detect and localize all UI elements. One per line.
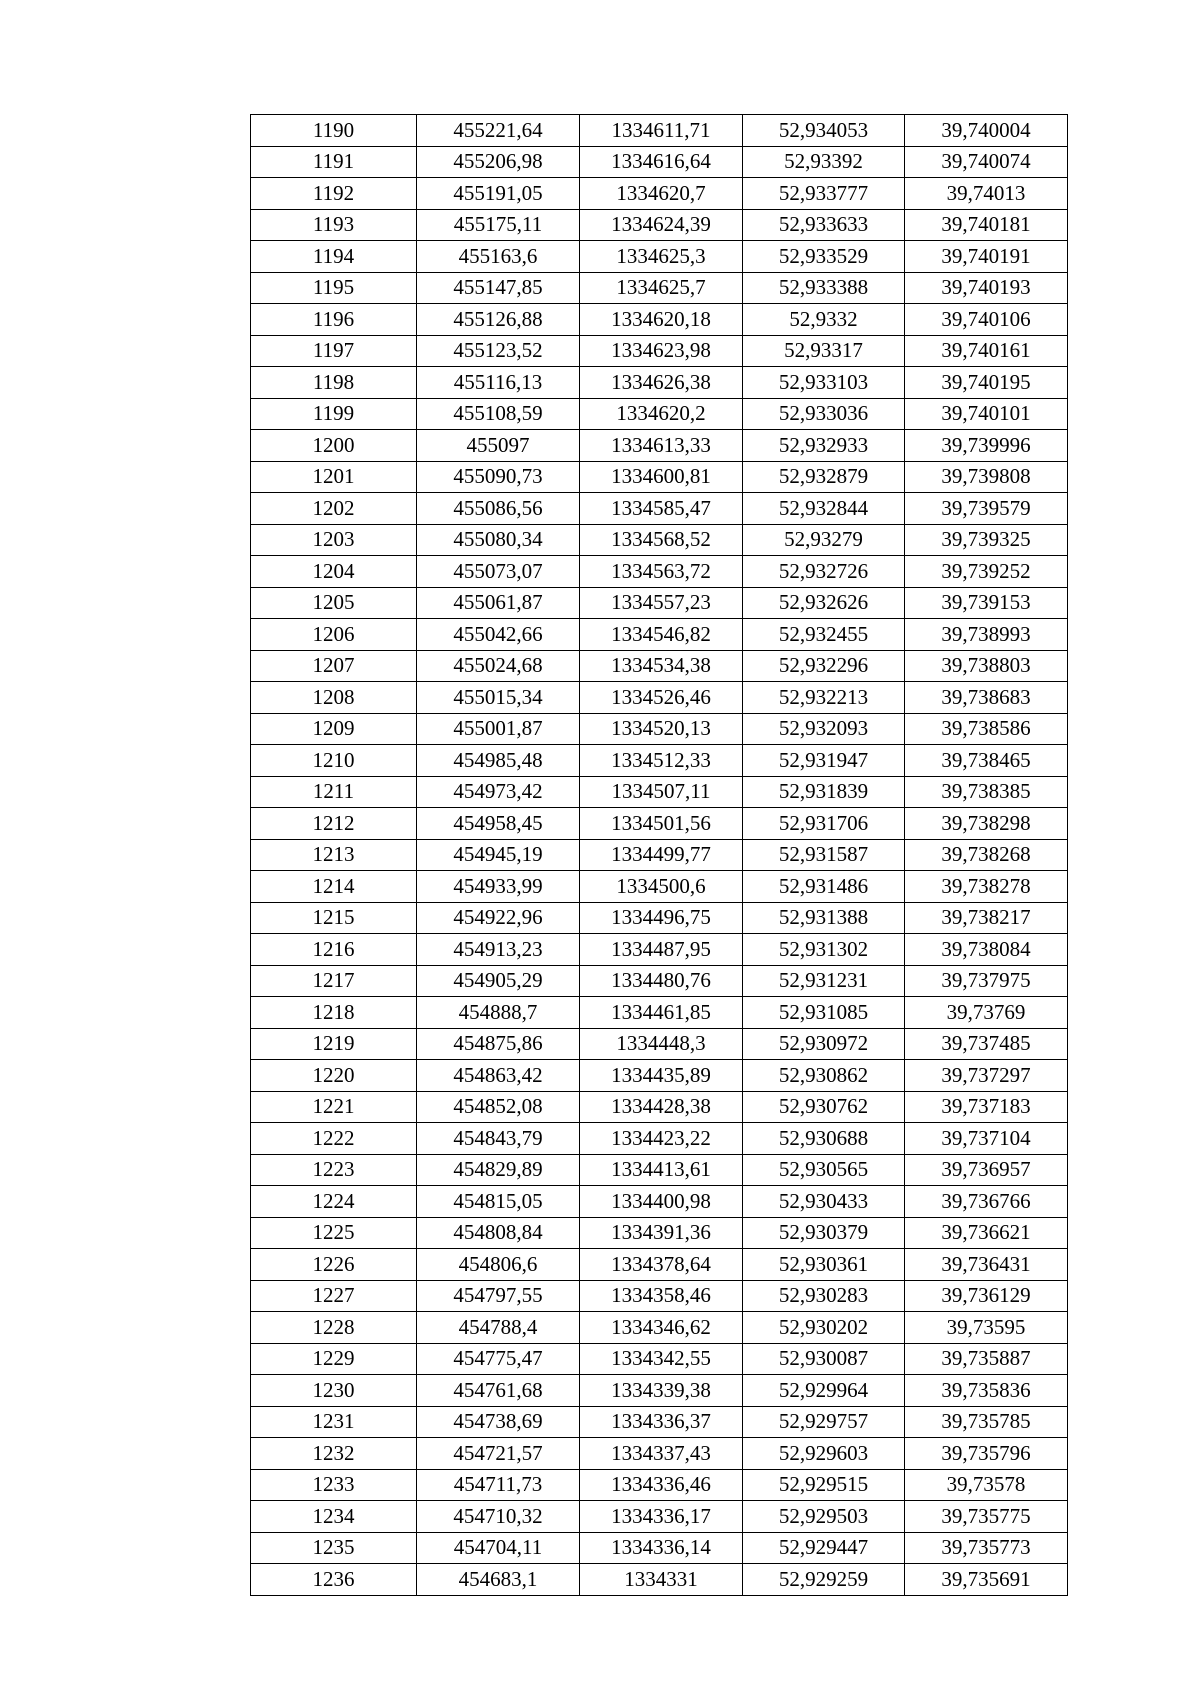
x-coordinate-cell: 455126,88 [417, 304, 580, 336]
y-coordinate-cell: 1334336,14 [580, 1532, 743, 1564]
y-coordinate-cell: 1334423,22 [580, 1123, 743, 1155]
x-coordinate-cell: 454852,08 [417, 1091, 580, 1123]
y-coordinate-cell: 1334600,81 [580, 461, 743, 493]
y-coordinate-cell: 1334428,38 [580, 1091, 743, 1123]
point-number-cell: 1228 [251, 1312, 417, 1344]
x-coordinate-cell: 454922,96 [417, 902, 580, 934]
point-number-cell: 1211 [251, 776, 417, 808]
point-number-cell: 1232 [251, 1438, 417, 1470]
table-row [251, 1060, 1068, 1092]
table-row [251, 556, 1068, 588]
table-row [251, 1343, 1068, 1375]
latitude-cell: 52,930361 [743, 1249, 905, 1281]
x-coordinate-cell: 455073,07 [417, 556, 580, 588]
table-row [251, 934, 1068, 966]
longitude-cell: 39,740004 [905, 115, 1068, 147]
table-row [251, 304, 1068, 336]
latitude-cell: 52,933633 [743, 209, 905, 241]
y-coordinate-cell: 1334480,76 [580, 965, 743, 997]
x-coordinate-cell: 454945,19 [417, 839, 580, 871]
y-coordinate-cell: 1334496,75 [580, 902, 743, 934]
latitude-cell: 52,931231 [743, 965, 905, 997]
longitude-cell: 39,737183 [905, 1091, 1068, 1123]
latitude-cell: 52,929757 [743, 1406, 905, 1438]
longitude-cell: 39,737104 [905, 1123, 1068, 1155]
latitude-cell: 52,930433 [743, 1186, 905, 1218]
latitude-cell: 52,933529 [743, 241, 905, 273]
y-coordinate-cell: 1334378,64 [580, 1249, 743, 1281]
point-number-cell: 1236 [251, 1564, 417, 1596]
x-coordinate-cell: 455042,66 [417, 619, 580, 651]
table-row [251, 1501, 1068, 1533]
point-number-cell: 1215 [251, 902, 417, 934]
x-coordinate-cell: 454710,32 [417, 1501, 580, 1533]
y-coordinate-cell: 1334342,55 [580, 1343, 743, 1375]
longitude-cell: 39,738803 [905, 650, 1068, 682]
longitude-cell: 39,735691 [905, 1564, 1068, 1596]
x-coordinate-cell: 454788,4 [417, 1312, 580, 1344]
latitude-cell: 52,929259 [743, 1564, 905, 1596]
latitude-cell: 52,933388 [743, 272, 905, 304]
latitude-cell: 52,930762 [743, 1091, 905, 1123]
longitude-cell: 39,738217 [905, 902, 1068, 934]
table-row [251, 1123, 1068, 1155]
longitude-cell: 39,740195 [905, 367, 1068, 399]
table-row [251, 682, 1068, 714]
y-coordinate-cell: 1334339,38 [580, 1375, 743, 1407]
longitude-cell: 39,736621 [905, 1217, 1068, 1249]
table-row [251, 776, 1068, 808]
point-number-cell: 1210 [251, 745, 417, 777]
table-row [251, 1280, 1068, 1312]
longitude-cell: 39,740101 [905, 398, 1068, 430]
point-number-cell: 1205 [251, 587, 417, 619]
latitude-cell: 52,931486 [743, 871, 905, 903]
x-coordinate-cell: 454815,05 [417, 1186, 580, 1218]
table-row [251, 430, 1068, 462]
table-row [251, 335, 1068, 367]
x-coordinate-cell: 455163,6 [417, 241, 580, 273]
y-coordinate-cell: 1334331 [580, 1564, 743, 1596]
x-coordinate-cell: 455108,59 [417, 398, 580, 430]
point-number-cell: 1219 [251, 1028, 417, 1060]
point-number-cell: 1223 [251, 1154, 417, 1186]
longitude-cell: 39,740181 [905, 209, 1068, 241]
latitude-cell: 52,930972 [743, 1028, 905, 1060]
longitude-cell: 39,739252 [905, 556, 1068, 588]
table-row [251, 524, 1068, 556]
y-coordinate-cell: 1334563,72 [580, 556, 743, 588]
longitude-cell: 39,736129 [905, 1280, 1068, 1312]
table-row [251, 1406, 1068, 1438]
point-number-cell: 1198 [251, 367, 417, 399]
y-coordinate-cell: 1334534,38 [580, 650, 743, 682]
point-number-cell: 1190 [251, 115, 417, 147]
latitude-cell: 52,929503 [743, 1501, 905, 1533]
x-coordinate-cell: 454905,29 [417, 965, 580, 997]
y-coordinate-cell: 1334611,71 [580, 115, 743, 147]
x-coordinate-cell: 454704,11 [417, 1532, 580, 1564]
longitude-cell: 39,738683 [905, 682, 1068, 714]
point-number-cell: 1196 [251, 304, 417, 336]
longitude-cell: 39,739325 [905, 524, 1068, 556]
x-coordinate-cell: 454775,47 [417, 1343, 580, 1375]
x-coordinate-cell: 455097 [417, 430, 580, 462]
table-row [251, 1312, 1068, 1344]
longitude-cell: 39,737297 [905, 1060, 1068, 1092]
x-coordinate-cell: 455001,87 [417, 713, 580, 745]
y-coordinate-cell: 1334448,3 [580, 1028, 743, 1060]
table-row [251, 902, 1068, 934]
y-coordinate-cell: 1334391,36 [580, 1217, 743, 1249]
latitude-cell: 52,932933 [743, 430, 905, 462]
x-coordinate-cell: 455015,34 [417, 682, 580, 714]
latitude-cell: 52,932626 [743, 587, 905, 619]
x-coordinate-cell: 454958,45 [417, 808, 580, 840]
point-number-cell: 1212 [251, 808, 417, 840]
latitude-cell: 52,93279 [743, 524, 905, 556]
x-coordinate-cell: 455090,73 [417, 461, 580, 493]
latitude-cell: 52,933777 [743, 178, 905, 210]
y-coordinate-cell: 1334557,23 [580, 587, 743, 619]
longitude-cell: 39,740193 [905, 272, 1068, 304]
y-coordinate-cell: 1334585,47 [580, 493, 743, 525]
x-coordinate-cell: 454761,68 [417, 1375, 580, 1407]
point-number-cell: 1218 [251, 997, 417, 1029]
longitude-cell: 39,738993 [905, 619, 1068, 651]
latitude-cell: 52,930688 [743, 1123, 905, 1155]
longitude-cell: 39,735796 [905, 1438, 1068, 1470]
latitude-cell: 52,932455 [743, 619, 905, 651]
longitude-cell: 39,735775 [905, 1501, 1068, 1533]
y-coordinate-cell: 1334512,33 [580, 745, 743, 777]
latitude-cell: 52,931302 [743, 934, 905, 966]
y-coordinate-cell: 1334626,38 [580, 367, 743, 399]
latitude-cell: 52,931839 [743, 776, 905, 808]
table-row [251, 839, 1068, 871]
table-row [251, 209, 1068, 241]
coordinates-table-body [251, 115, 1068, 1596]
latitude-cell: 52,929964 [743, 1375, 905, 1407]
longitude-cell: 39,738586 [905, 713, 1068, 745]
longitude-cell: 39,738298 [905, 808, 1068, 840]
table-row [251, 871, 1068, 903]
latitude-cell: 52,932093 [743, 713, 905, 745]
longitude-cell: 39,740161 [905, 335, 1068, 367]
latitude-cell: 52,930283 [743, 1280, 905, 1312]
longitude-cell: 39,739996 [905, 430, 1068, 462]
latitude-cell: 52,930379 [743, 1217, 905, 1249]
x-coordinate-cell: 454888,7 [417, 997, 580, 1029]
longitude-cell: 39,738385 [905, 776, 1068, 808]
point-number-cell: 1191 [251, 146, 417, 178]
x-coordinate-cell: 454913,23 [417, 934, 580, 966]
x-coordinate-cell: 455191,05 [417, 178, 580, 210]
table-row [251, 1375, 1068, 1407]
x-coordinate-cell: 455116,13 [417, 367, 580, 399]
y-coordinate-cell: 1334400,98 [580, 1186, 743, 1218]
table-row [251, 745, 1068, 777]
table-row [251, 146, 1068, 178]
longitude-cell: 39,739579 [905, 493, 1068, 525]
x-coordinate-cell: 455080,34 [417, 524, 580, 556]
point-number-cell: 1224 [251, 1186, 417, 1218]
point-number-cell: 1225 [251, 1217, 417, 1249]
table-row [251, 1438, 1068, 1470]
table-row [251, 650, 1068, 682]
latitude-cell: 52,930202 [743, 1312, 905, 1344]
x-coordinate-cell: 454875,86 [417, 1028, 580, 1060]
x-coordinate-cell: 455175,11 [417, 209, 580, 241]
point-number-cell: 1221 [251, 1091, 417, 1123]
x-coordinate-cell: 454806,6 [417, 1249, 580, 1281]
latitude-cell: 52,931706 [743, 808, 905, 840]
table-row [251, 808, 1068, 840]
latitude-cell: 52,933036 [743, 398, 905, 430]
x-coordinate-cell: 455206,98 [417, 146, 580, 178]
point-number-cell: 1193 [251, 209, 417, 241]
y-coordinate-cell: 1334500,6 [580, 871, 743, 903]
longitude-cell: 39,735785 [905, 1406, 1068, 1438]
x-coordinate-cell: 454829,89 [417, 1154, 580, 1186]
latitude-cell: 52,932296 [743, 650, 905, 682]
x-coordinate-cell: 455061,87 [417, 587, 580, 619]
longitude-cell: 39,736957 [905, 1154, 1068, 1186]
coordinates-table [250, 114, 1068, 1596]
table-row [251, 587, 1068, 619]
point-number-cell: 1227 [251, 1280, 417, 1312]
y-coordinate-cell: 1334336,46 [580, 1469, 743, 1501]
longitude-cell: 39,738465 [905, 745, 1068, 777]
point-number-cell: 1235 [251, 1532, 417, 1564]
point-number-cell: 1222 [251, 1123, 417, 1155]
point-number-cell: 1217 [251, 965, 417, 997]
latitude-cell: 52,932726 [743, 556, 905, 588]
point-number-cell: 1195 [251, 272, 417, 304]
point-number-cell: 1234 [251, 1501, 417, 1533]
point-number-cell: 1209 [251, 713, 417, 745]
latitude-cell: 52,929603 [743, 1438, 905, 1470]
y-coordinate-cell: 1334625,3 [580, 241, 743, 273]
table-row [251, 1154, 1068, 1186]
point-number-cell: 1231 [251, 1406, 417, 1438]
x-coordinate-cell: 454843,79 [417, 1123, 580, 1155]
y-coordinate-cell: 1334358,46 [580, 1280, 743, 1312]
x-coordinate-cell: 454808,84 [417, 1217, 580, 1249]
y-coordinate-cell: 1334624,39 [580, 209, 743, 241]
x-coordinate-cell: 454738,69 [417, 1406, 580, 1438]
y-coordinate-cell: 1334616,64 [580, 146, 743, 178]
latitude-cell: 52,930862 [743, 1060, 905, 1092]
y-coordinate-cell: 1334620,2 [580, 398, 743, 430]
latitude-cell: 52,93317 [743, 335, 905, 367]
longitude-cell: 39,73578 [905, 1469, 1068, 1501]
y-coordinate-cell: 1334568,52 [580, 524, 743, 556]
longitude-cell: 39,738084 [905, 934, 1068, 966]
longitude-cell: 39,73769 [905, 997, 1068, 1029]
longitude-cell: 39,735836 [905, 1375, 1068, 1407]
longitude-cell: 39,736431 [905, 1249, 1068, 1281]
table-row [251, 398, 1068, 430]
point-number-cell: 1226 [251, 1249, 417, 1281]
table-row [251, 241, 1068, 273]
latitude-cell: 52,930087 [743, 1343, 905, 1375]
y-coordinate-cell: 1334625,7 [580, 272, 743, 304]
point-number-cell: 1229 [251, 1343, 417, 1375]
latitude-cell: 52,929515 [743, 1469, 905, 1501]
point-number-cell: 1197 [251, 335, 417, 367]
x-coordinate-cell: 454711,73 [417, 1469, 580, 1501]
longitude-cell: 39,740191 [905, 241, 1068, 273]
latitude-cell: 52,931587 [743, 839, 905, 871]
x-coordinate-cell: 454933,99 [417, 871, 580, 903]
latitude-cell: 52,930565 [743, 1154, 905, 1186]
longitude-cell: 39,738268 [905, 839, 1068, 871]
y-coordinate-cell: 1334620,7 [580, 178, 743, 210]
point-number-cell: 1220 [251, 1060, 417, 1092]
latitude-cell: 52,934053 [743, 115, 905, 147]
table-row [251, 461, 1068, 493]
table-row [251, 997, 1068, 1029]
table-row [251, 965, 1068, 997]
point-number-cell: 1208 [251, 682, 417, 714]
longitude-cell: 39,735773 [905, 1532, 1068, 1564]
x-coordinate-cell: 454985,48 [417, 745, 580, 777]
table-row [251, 1186, 1068, 1218]
point-number-cell: 1199 [251, 398, 417, 430]
longitude-cell: 39,740106 [905, 304, 1068, 336]
point-number-cell: 1204 [251, 556, 417, 588]
table-row [251, 115, 1068, 147]
latitude-cell: 52,932213 [743, 682, 905, 714]
table-row [251, 619, 1068, 651]
y-coordinate-cell: 1334461,85 [580, 997, 743, 1029]
y-coordinate-cell: 1334526,46 [580, 682, 743, 714]
y-coordinate-cell: 1334507,11 [580, 776, 743, 808]
table-row [251, 178, 1068, 210]
y-coordinate-cell: 1334520,13 [580, 713, 743, 745]
point-number-cell: 1213 [251, 839, 417, 871]
longitude-cell: 39,740074 [905, 146, 1068, 178]
y-coordinate-cell: 1334336,37 [580, 1406, 743, 1438]
table-row [251, 1217, 1068, 1249]
x-coordinate-cell: 455147,85 [417, 272, 580, 304]
y-coordinate-cell: 1334501,56 [580, 808, 743, 840]
table-row [251, 713, 1068, 745]
point-number-cell: 1233 [251, 1469, 417, 1501]
y-coordinate-cell: 1334499,77 [580, 839, 743, 871]
table-row [251, 1249, 1068, 1281]
point-number-cell: 1194 [251, 241, 417, 273]
y-coordinate-cell: 1334435,89 [580, 1060, 743, 1092]
latitude-cell: 52,931947 [743, 745, 905, 777]
longitude-cell: 39,736766 [905, 1186, 1068, 1218]
x-coordinate-cell: 455221,64 [417, 115, 580, 147]
x-coordinate-cell: 455024,68 [417, 650, 580, 682]
latitude-cell: 52,929447 [743, 1532, 905, 1564]
x-coordinate-cell: 455086,56 [417, 493, 580, 525]
longitude-cell: 39,738278 [905, 871, 1068, 903]
table-row [251, 367, 1068, 399]
y-coordinate-cell: 1334487,95 [580, 934, 743, 966]
y-coordinate-cell: 1334336,17 [580, 1501, 743, 1533]
y-coordinate-cell: 1334623,98 [580, 335, 743, 367]
longitude-cell: 39,735887 [905, 1343, 1068, 1375]
y-coordinate-cell: 1334346,62 [580, 1312, 743, 1344]
x-coordinate-cell: 454797,55 [417, 1280, 580, 1312]
table-row [251, 493, 1068, 525]
point-number-cell: 1207 [251, 650, 417, 682]
point-number-cell: 1201 [251, 461, 417, 493]
point-number-cell: 1230 [251, 1375, 417, 1407]
latitude-cell: 52,93392 [743, 146, 905, 178]
longitude-cell: 39,739153 [905, 587, 1068, 619]
point-number-cell: 1200 [251, 430, 417, 462]
longitude-cell: 39,737975 [905, 965, 1068, 997]
table-row [251, 1532, 1068, 1564]
x-coordinate-cell: 454721,57 [417, 1438, 580, 1470]
latitude-cell: 52,9332 [743, 304, 905, 336]
point-number-cell: 1192 [251, 178, 417, 210]
y-coordinate-cell: 1334413,61 [580, 1154, 743, 1186]
table-row [251, 1469, 1068, 1501]
longitude-cell: 39,739808 [905, 461, 1068, 493]
table-row [251, 272, 1068, 304]
latitude-cell: 52,931085 [743, 997, 905, 1029]
table-row [251, 1028, 1068, 1060]
longitude-cell: 39,73595 [905, 1312, 1068, 1344]
y-coordinate-cell: 1334620,18 [580, 304, 743, 336]
x-coordinate-cell: 454683,1 [417, 1564, 580, 1596]
y-coordinate-cell: 1334546,82 [580, 619, 743, 651]
point-number-cell: 1206 [251, 619, 417, 651]
latitude-cell: 52,933103 [743, 367, 905, 399]
point-number-cell: 1216 [251, 934, 417, 966]
x-coordinate-cell: 455123,52 [417, 335, 580, 367]
point-number-cell: 1202 [251, 493, 417, 525]
latitude-cell: 52,932879 [743, 461, 905, 493]
x-coordinate-cell: 454973,42 [417, 776, 580, 808]
y-coordinate-cell: 1334613,33 [580, 430, 743, 462]
longitude-cell: 39,737485 [905, 1028, 1068, 1060]
latitude-cell: 52,931388 [743, 902, 905, 934]
y-coordinate-cell: 1334337,43 [580, 1438, 743, 1470]
longitude-cell: 39,74013 [905, 178, 1068, 210]
point-number-cell: 1203 [251, 524, 417, 556]
table-row [251, 1091, 1068, 1123]
latitude-cell: 52,932844 [743, 493, 905, 525]
point-number-cell: 1214 [251, 871, 417, 903]
x-coordinate-cell: 454863,42 [417, 1060, 580, 1092]
table-row [251, 1564, 1068, 1596]
